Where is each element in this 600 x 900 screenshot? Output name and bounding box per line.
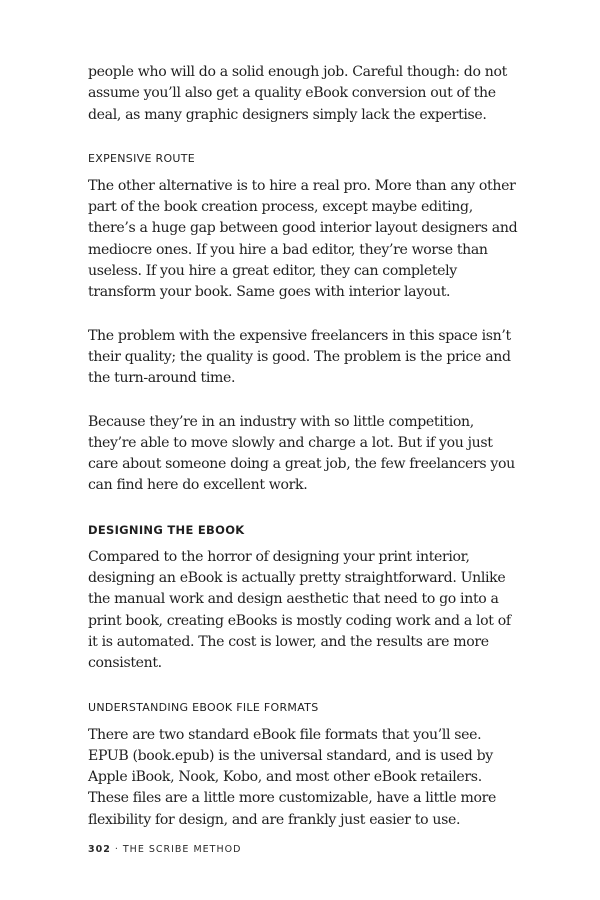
- paragraph-expensive-problem: The problem with the expensive freelancers in this space isn’t their quality; the quality is good. The problem is the price and the turn-around time.: [88, 327, 511, 387]
- section-heading-designing-ebook: DESIGNING THE EBOOK: [88, 522, 245, 537]
- subheading-expensive-route: EXPENSIVE ROUTE: [88, 151, 196, 165]
- subheading-file-formats: UNDERSTANDING EBOOK FILE FORMATS: [88, 700, 319, 714]
- paragraph-expensive-alternative: The other alternative is to hire a real pro. More than any other part of the book creation process, except maybe editing, there’s a huge gap between good interior layout designers and mediocre ones. If you hire a bad editor, they’re worse than useless. If you hire a great editor, they can completely transform your book. Same goes with interior layout.: [88, 177, 518, 301]
- page-footer: [88, 844, 241, 855]
- page-body: [88, 62, 518, 831]
- running-title: THE SCRIBE METHOD: [122, 844, 242, 855]
- page-number: 302: [88, 844, 111, 855]
- footer-separator: ·: [114, 844, 119, 855]
- paragraph-designing-ebook: Compared to the horror of designing your print interior, designing an eBook is actually pretty straightforward. Unlike the manual work and design aesthetic that need to go into a print book, creating eBooks is mostly coding work and a lot of it is automated. The cost is lower, and the results are more consistent.: [88, 548, 511, 672]
- paragraph-file-formats: There are two standard eBook file formats that you’ll see. EPUB (book.epub) is the universal standard, and is used by Apple iBook, Nook, Kobo, and most other eBook retailers. These files are a little more customizable, have a little more flexibility for design, and are frankly just easier to use.: [88, 726, 497, 828]
- paragraph-expensive-industry: Because they’re in an industry with so little competition, they’re able to move slowly and charge a lot. But if you just care about someone doing a great job, the few freelancers you can find here do excellent work.: [88, 413, 515, 494]
- paragraph-intro: people who will do a solid enough job. Careful though: do not assume you’ll also get a quality eBook conversion out of the deal, as many graphic designers simply lack the expertise.: [88, 64, 507, 123]
